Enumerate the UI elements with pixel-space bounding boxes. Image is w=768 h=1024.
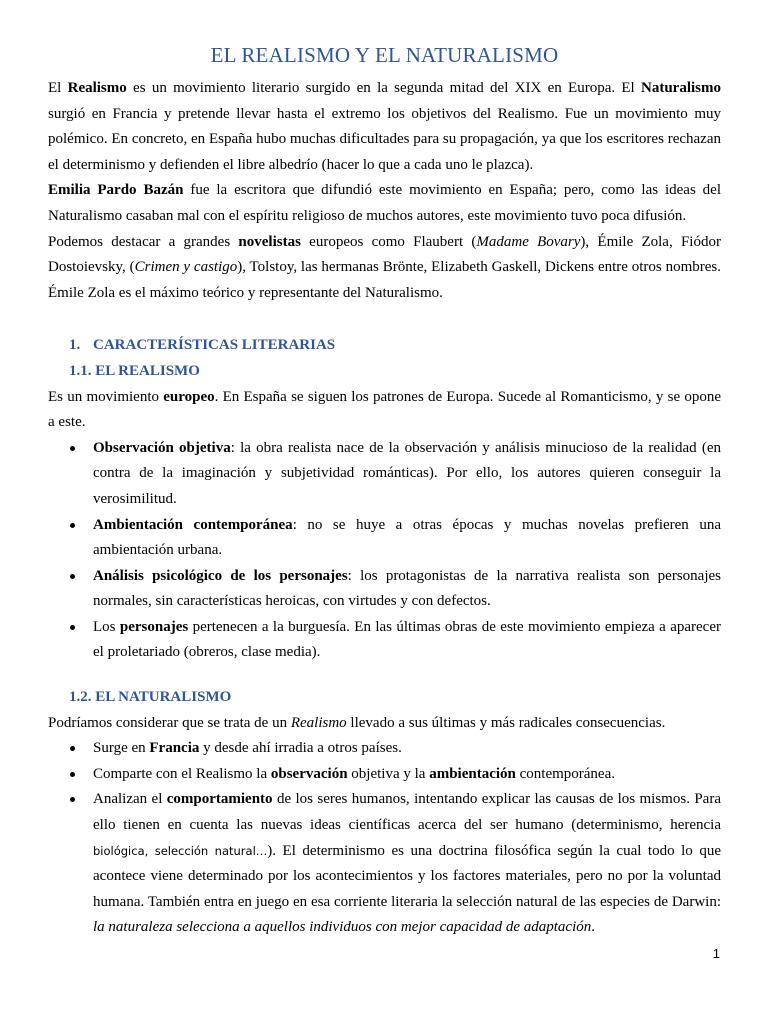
intro-paragraph-pardo-bazan: Emilia Pardo Bazán fue la escritora que difundió este movimiento en España; pero, como las ideas del Naturalismo casaban mal con el espíritu religioso de muchos autores, este movimiento tuvo poca difusión. [48,182,722,224]
list-item: Los personajes pertenecen a la burguesía. En las últimas obras de este movimiento empieza a aparecer el proletariado (obreros, clase media). [48,615,721,666]
term-naturalismo: Naturalismo [641,80,721,96]
bullet-icon [70,797,75,802]
page-title: EL REALISMO Y EL NATURALISMO [210,43,559,67]
realismo-list [48,436,721,666]
term-realismo: Realismo [67,80,127,96]
bullet-icon [70,746,75,751]
subsection-heading-naturalismo: 1.2. EL NATURALISMO [69,689,232,706]
naturalismo-list [48,736,721,941]
author-name: Emilia Pardo Bazán [48,182,184,199]
intro-paragraph-realismo: El Realismo es un movimiento literario surgido en la segunda mitad del XIX en Europa. El Naturalismo surgió en Francia y pretende llevar hasta el extremo los objetivos del Realismo. Fue un movimiento muy polémico. En concreto, en España hubo muchas dificultades para su propagación, ya que los escritores rechazan el determinismo y defienden el libre albedrío (hacer lo que a cada uno le plazca). [48,80,721,173]
bullet-icon [70,772,75,777]
list-item: Observación objetiva: la obra realista nace de la observación y análisis minucioso de la realidad (en contra de la imaginación y subjetividad románticas). Por ello, los autores quieren conseguir la verosimilitud. [48,436,721,513]
subsection-heading-realismo: 1.1. EL REALISMO [69,362,200,379]
page-number: 1 [712,946,720,961]
bullet-icon [70,625,75,630]
realismo-intro: Es un movimiento europeo. En España se siguen los patrones de Europa. Sucede al Romanticismo, y se opone a este. [48,388,722,431]
bullet-icon [70,446,75,451]
intro-paragraph-novelistas: Podemos destacar a grandes novelistas europeos como Flaubert (Madame Bovary), Émile Zola, Fiódor Dostoievsky, (Crimen y castigo), Tolstoy, las hermanas Brönte, Elizabeth Gaskell, Dickens entre otros nombres. Émile Zola es el máximo teórico y representante del Naturalismo. [48,233,721,301]
list-item: Analizan el comportamiento de los seres humanos, intentando explicar las causas de los mismos. Para ello tienen en cuenta las nuevas ideas científicas acerca del ser humano (determinismo, herencia biológica, selección natural…). El determinismo es una doctrina filosófica según la cual todo lo que acontece viene determinado por los acontecimientos y los factores materiales, pero no por la voluntad humana. También entra en juego en esa corriente literaria la selección natural de las especies de Darwin: la naturaleza selecciona a aquellos individuos con mejor capacidad de adaptación. [48,787,721,941]
section-heading-caracteristicas: 1. CARACTERÍSTICAS LITERARIAS [69,337,336,354]
bullet-icon [70,574,75,579]
term-novelistas: novelistas [238,233,301,250]
list-item: Ambientación contemporánea: no se huye a otras épocas y muchas novelas prefieren una ambientación urbana. [48,513,721,564]
work-title: Crimen y castigo [134,259,238,276]
bullet-icon [70,523,75,528]
naturalismo-intro: Podríamos considerar que se trata de un Realismo llevado a sus últimas y más radicales consecuencias. [48,714,666,731]
list-item: Análisis psicológico de los personajes: los protagonistas de la narrativa realista son personajes normales, sin características heroicas, con virtudes y con defectos. [48,564,721,615]
work-title: Madame Bovary [476,233,581,250]
darwin-quote: la naturaleza selecciona a aquellos individuos con mejor capacidad de adaptación [93,919,592,936]
document-page [48,40,721,941]
list-item: Comparte con el Realismo la observación objetiva y la ambientación contemporánea. [48,762,721,788]
list-item: Surge en Francia y desde ahí irradia a otros países. [48,736,721,762]
